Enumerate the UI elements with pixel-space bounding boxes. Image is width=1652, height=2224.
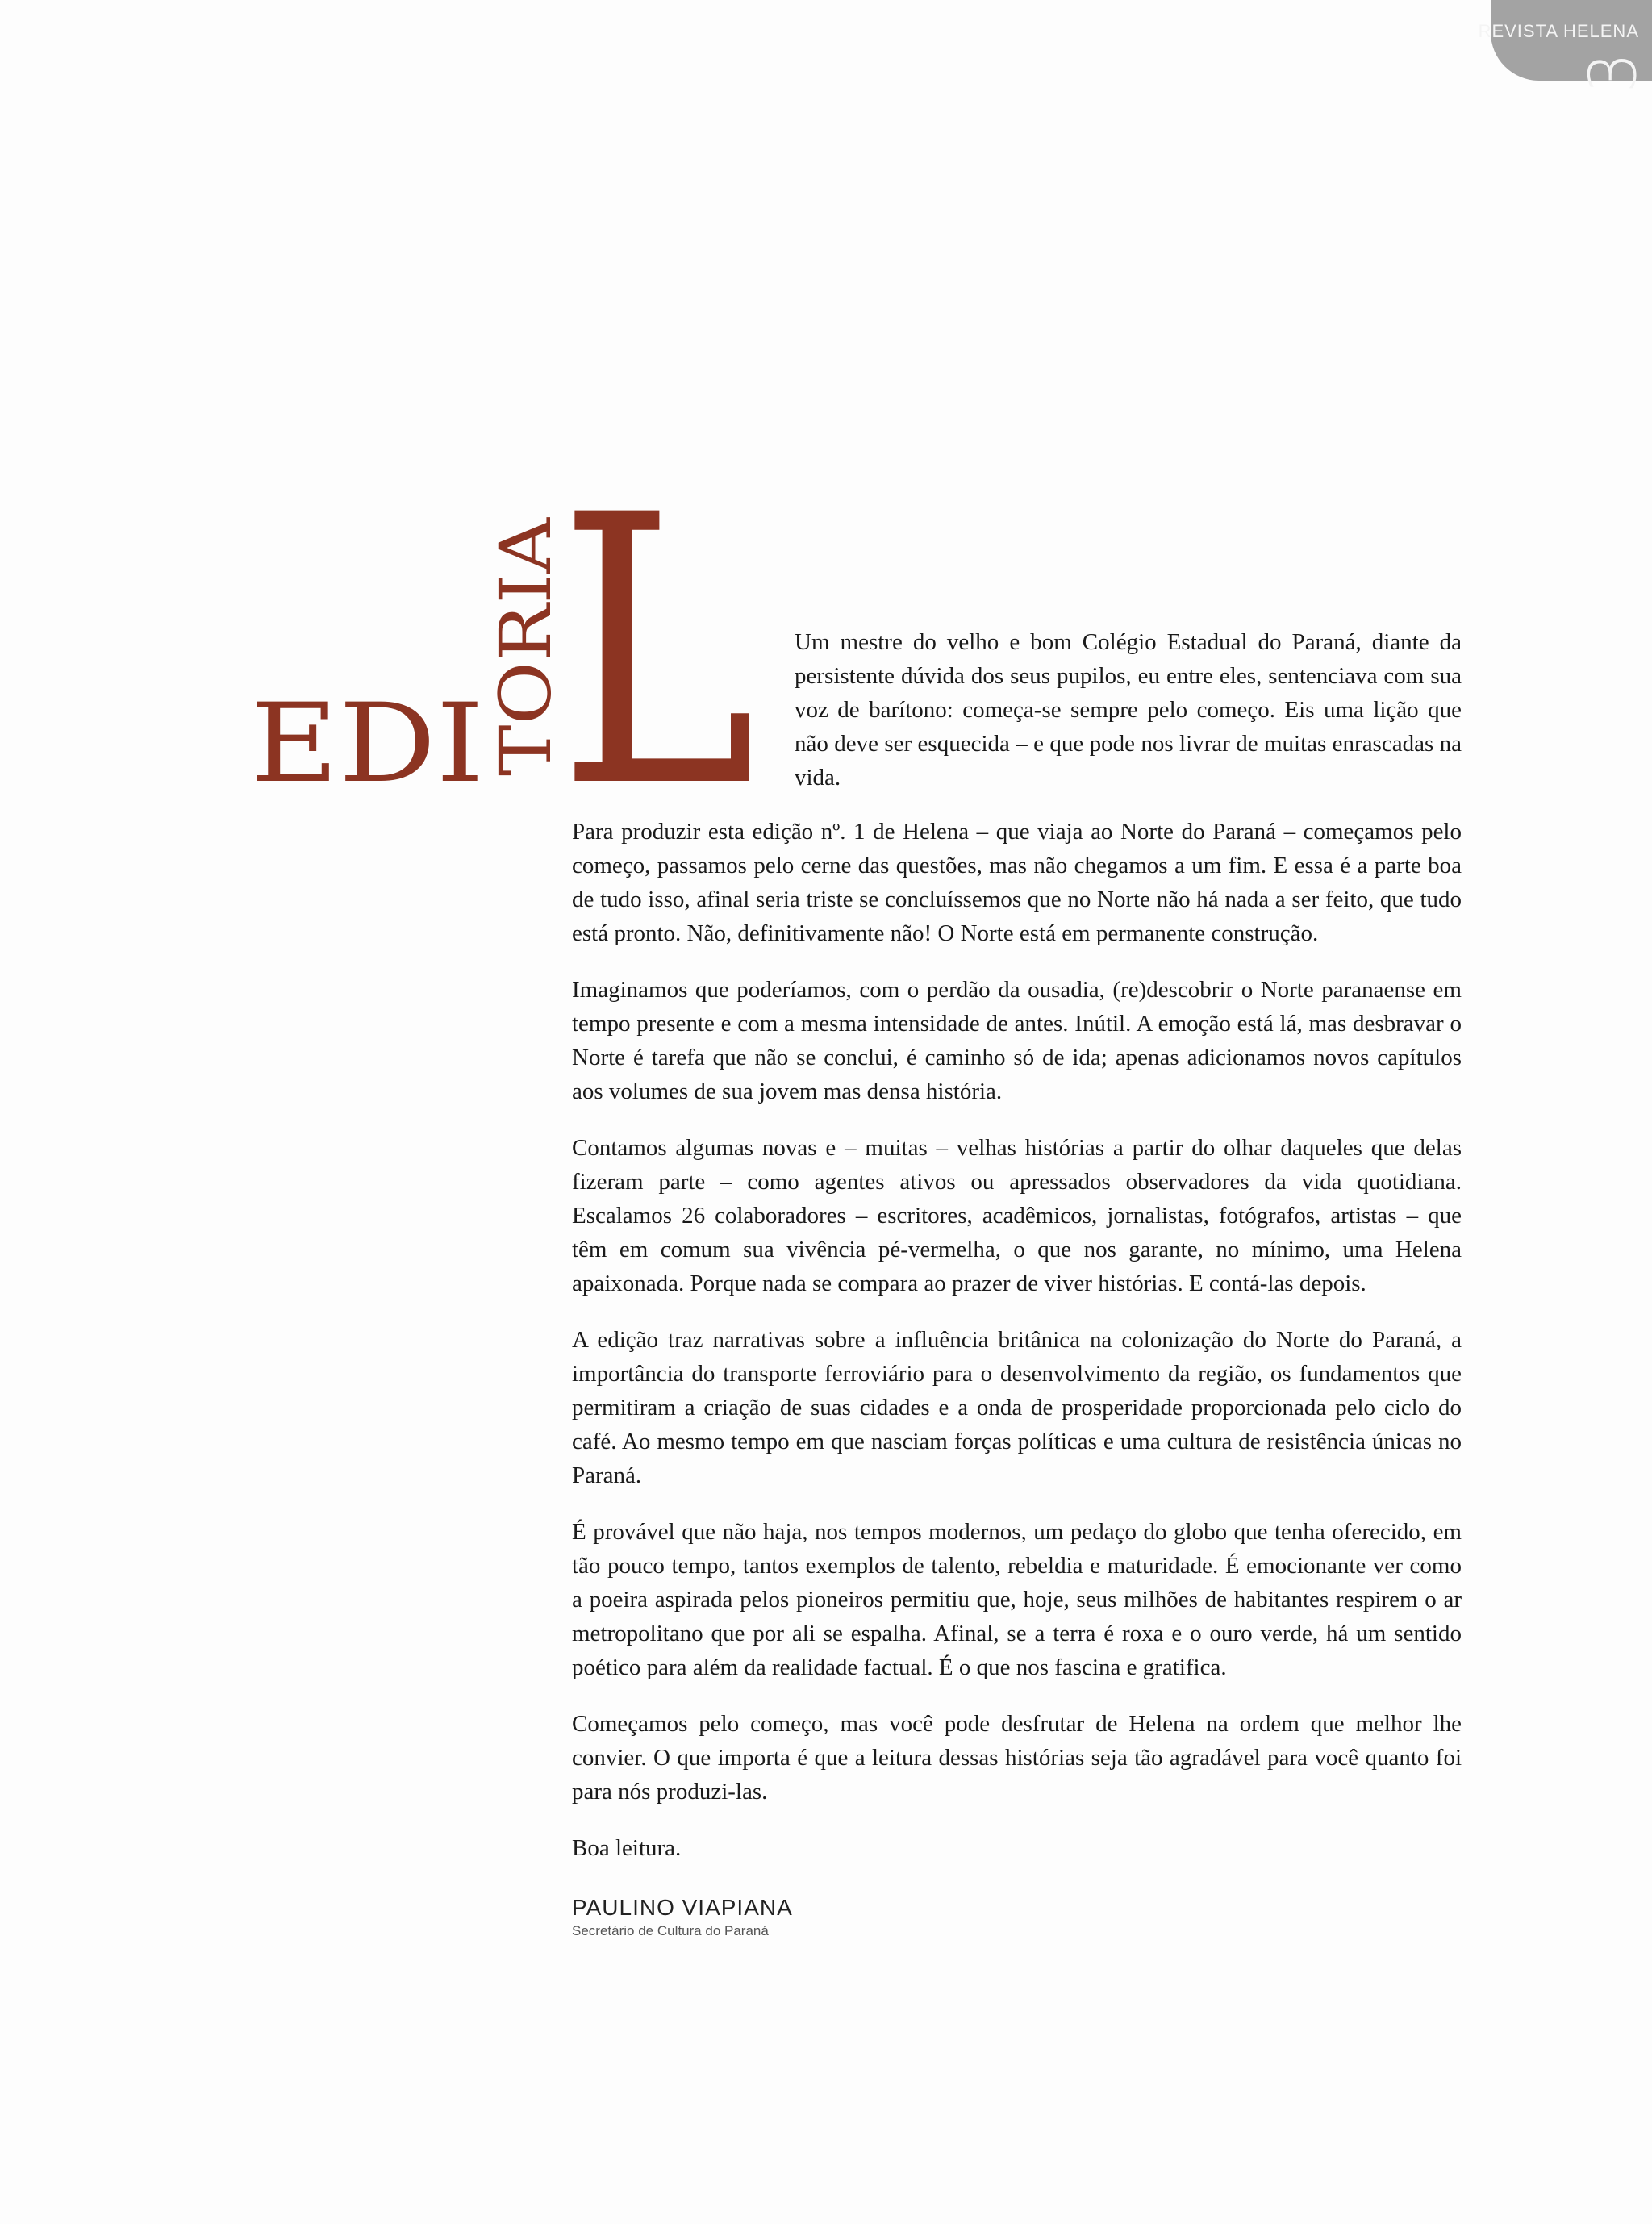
- paragraph: Começamos pelo começo, mas você pode desfrutar de Helena na ordem que melhor lhe convier. O que importa é que a leitura dessas histórias seja tão agradável para você quanto foi para nós produzi-las.: [572, 1711, 1462, 1805]
- page-number: 3: [1575, 52, 1651, 94]
- logo-big-l: L: [558, 437, 756, 869]
- signature: [572, 1894, 1462, 1941]
- magazine-name: REVISTA HELENA: [1478, 21, 1639, 41]
- author-name: PAULINO VIAPIANA: [572, 1895, 793, 1920]
- page-corner-tab: [1478, 0, 1652, 94]
- editorial-logo: [250, 437, 766, 869]
- intro-paragraph: Um mestre do velho e bom Colégio Estadual do Paraná, diante da persistente dúvida dos seus pupilos, eu entre eles, sentenciava com sua voz de barítono: começa-se sempre pelo começo. Eis uma lição que não deve ser esquecida – e que pode nos livrar de muitas enrascadas na vida.: [795, 629, 1462, 791]
- logo-toria: TORIA: [484, 537, 567, 776]
- paragraph: Imaginamos que poderíamos, com o perdão da ousadia, (re)descobrir o Norte paranaense em tempo presente e com a mesma intensidade de antes. Inútil. A emoção está lá, mas desbravar o Norte é tarefa que não se conclui, é caminho só de ida; apenas adicionamos novos capítulos aos volumes de sua jovem mas densa história.: [572, 977, 1462, 1104]
- paragraph: Contamos algumas novas e – muitas – velhas histórias a partir do olhar daqueles que delas fizeram parte – como agentes ativos ou apressados observadores da vida quotidiana. Escalamos 26 colaboradores – escritores, acadêmicos, jornalistas, fotógrafos, artistas – que têm em comum sua vivência pé-vermelha, o que nos garante, no mínimo, uma Helena apaixonada. Porque nada se compara ao prazer de viver histórias. E contá-las depois.: [572, 1135, 1462, 1296]
- logo-edi: EDI: [250, 680, 484, 807]
- closing-line: Boa leitura.: [572, 1835, 682, 1861]
- paragraph: É provável que não haja, nos tempos modernos, um pedaço do globo que tenha oferecido, em tão pouco tempo, tantos exemplos de talento, rebeldia e maturidade. É emocionante ver como a poeira aspirada pelos pioneiros permitiu que, hoje, seus milhões de habitantes respirem o ar metropolitano que por ali se espalha. Afinal, se a terra é roxa e o ouro verde, há um sentido poético para além da realidade factual. É o que nos fascina e gratifica.: [572, 1519, 1462, 1680]
- author-role: Secretário de Cultura do Paraná: [572, 1923, 769, 1938]
- editorial-body: [572, 815, 1462, 1941]
- paragraph: A edição traz narrativas sobre a influência britânica na colonização do Norte do Paraná, a importância do transporte ferroviário para o desenvolvimento da região, os fundamentos que permitiram a criação de suas cidades e a onda de prosperidade proporcionada pelo ciclo do café. Ao mesmo tempo em que nasciam forças políticas e uma cultura de resistência únicas no Paraná.: [572, 1327, 1462, 1488]
- paragraph: Para produzir esta edição nº. 1 de Helena – que viaja ao Norte do Paraná – começamos pelo começo, passamos pelo cerne das questões, mas não chegamos a um fim. E essa é a parte boa de tudo isso, afinal seria triste se concluíssemos que no Norte não há nada a ser feito, que tudo está pronto. Não, definitivamente não! O Norte está em permanente construção.: [572, 819, 1462, 946]
